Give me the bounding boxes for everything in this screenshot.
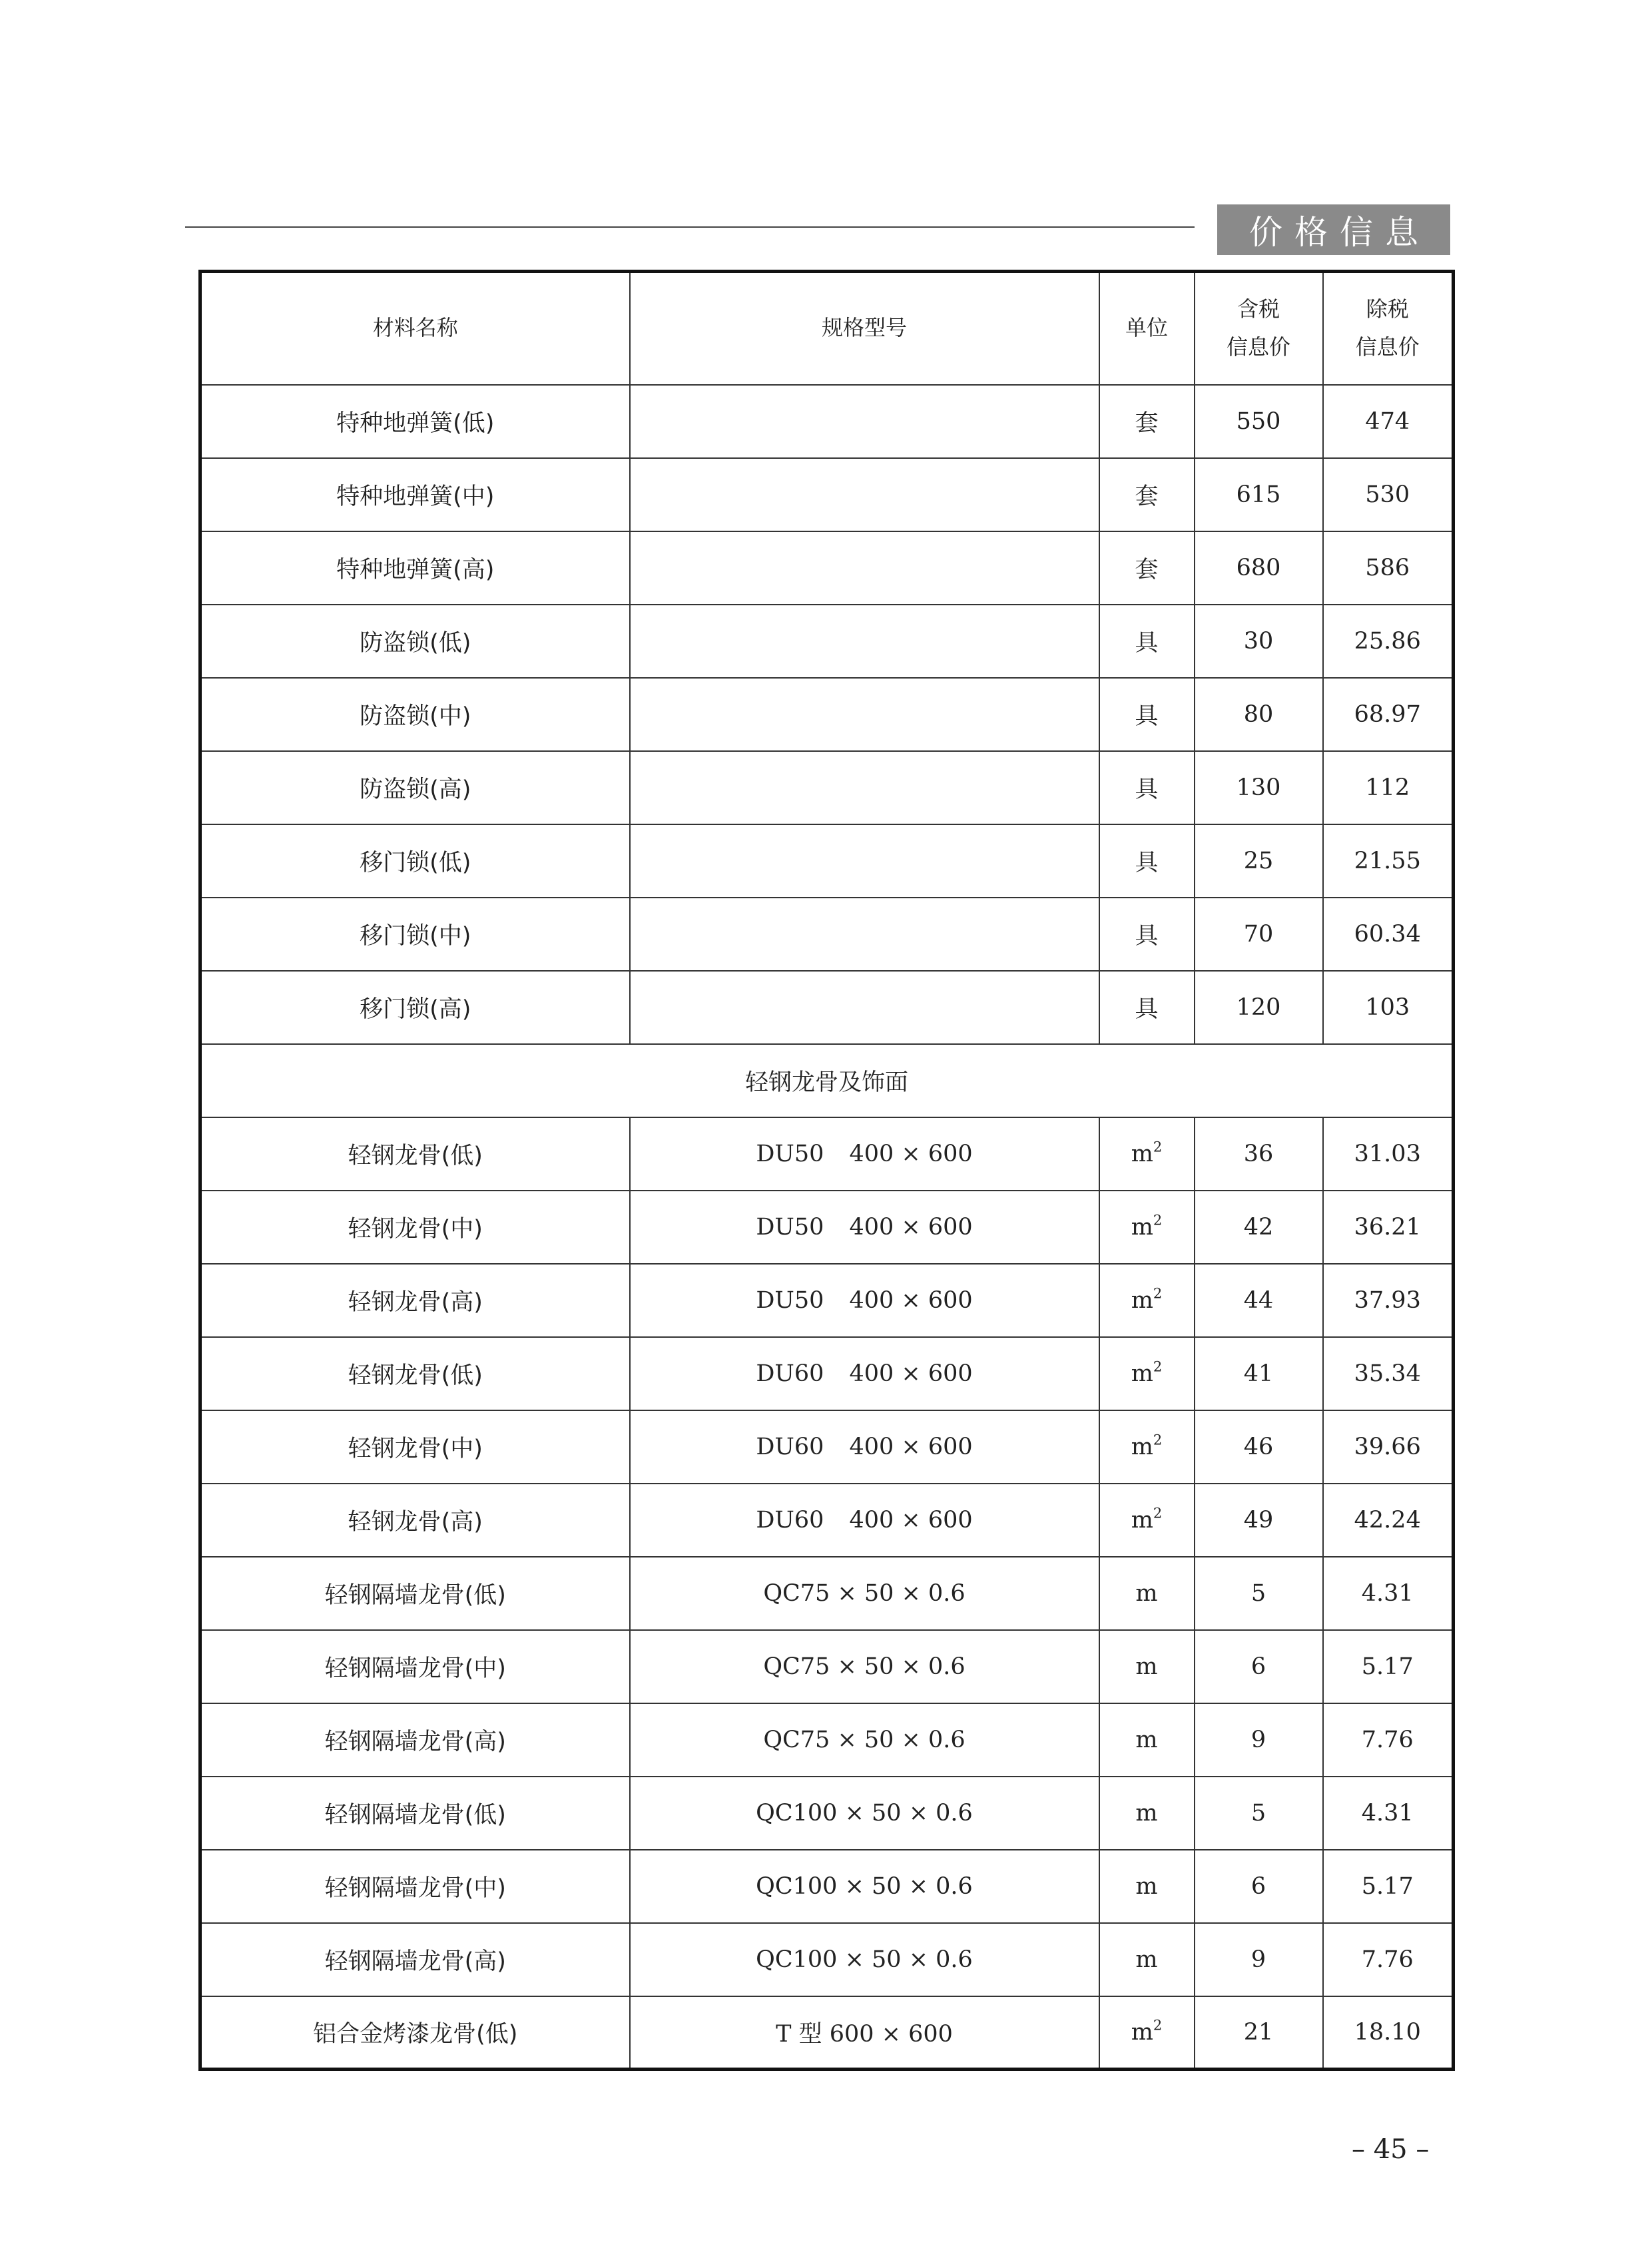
spec-cell: [630, 1117, 1099, 1191]
unit-superscript: 2: [1153, 2017, 1163, 2034]
tax-excluded-price: 586: [1323, 531, 1454, 605]
tax-excluded-price: 18.10: [1323, 1996, 1454, 2070]
tax-included-price: 36: [1195, 1117, 1323, 1191]
section-heading: 轻钢龙骨及饰面: [200, 1044, 1454, 1117]
tax-included-price: 21: [1195, 1996, 1323, 2070]
table-row: [200, 531, 1454, 605]
material-name: 轻钢龙骨(高): [200, 1484, 630, 1557]
unit-cell: 具: [1099, 898, 1195, 971]
tax-excluded-price: 7.76: [1323, 1923, 1454, 1996]
spec-model: DU50: [756, 1140, 824, 1167]
unit-base: m: [1131, 1213, 1153, 1241]
table-row: [200, 1191, 1454, 1264]
spec-cell: T 型 600 × 600: [630, 1996, 1099, 2070]
col-header-tax-included-line1: 含税: [1237, 296, 1280, 322]
spec-size: 400 × 600: [849, 1360, 973, 1387]
table-row: [200, 971, 1454, 1044]
material-name: 轻钢隔墙龙骨(高): [200, 1923, 630, 1996]
spec-cell: QC100 × 50 × 0.6: [630, 1777, 1099, 1850]
col-header-spec: 规格型号: [630, 272, 1099, 385]
spec-model: DU60: [756, 1360, 824, 1387]
spec-model: DU60: [756, 1433, 824, 1460]
table-row: [200, 605, 1454, 678]
table-row: [200, 1410, 1454, 1484]
col-header-unit: 单位: [1099, 272, 1195, 385]
material-name: 轻钢隔墙龙骨(低): [200, 1557, 630, 1630]
spec-cell: [630, 898, 1099, 971]
spec-cell: [630, 824, 1099, 898]
material-name: 轻钢隔墙龙骨(中): [200, 1850, 630, 1923]
material-name: 轻钢隔墙龙骨(中): [200, 1630, 630, 1703]
section-title-tab: 价格信息: [1217, 204, 1450, 255]
tax-included-price: 70: [1195, 898, 1323, 971]
tax-included-price: 120: [1195, 971, 1323, 1044]
tax-included-price: 80: [1195, 678, 1323, 751]
tax-included-price: 6: [1195, 1850, 1323, 1923]
unit-cell: [1099, 1264, 1195, 1337]
tax-excluded-price: 25.86: [1323, 605, 1454, 678]
tax-excluded-price: 31.03: [1323, 1117, 1454, 1191]
material-name: 特种地弹簧(高): [200, 531, 630, 605]
tax-excluded-price: 5.17: [1323, 1630, 1454, 1703]
unit-cell: 具: [1099, 605, 1195, 678]
table-row: [200, 751, 1454, 824]
table-row: [200, 1557, 1454, 1630]
table-row: [200, 1777, 1454, 1850]
tax-excluded-price: 39.66: [1323, 1410, 1454, 1484]
unit-cell: m: [1099, 1703, 1195, 1777]
table-row: [200, 898, 1454, 971]
unit-cell: [1099, 1410, 1195, 1484]
tax-included-price: 41: [1195, 1337, 1323, 1410]
material-name: 特种地弹簧(中): [200, 458, 630, 531]
header-rule: [185, 226, 1195, 228]
tax-included-price: 9: [1195, 1923, 1323, 1996]
tax-included-price: 615: [1195, 458, 1323, 531]
material-name: 轻钢龙骨(中): [200, 1191, 630, 1264]
spec-model: DU50: [756, 1213, 824, 1241]
unit-superscript: 2: [1153, 1211, 1163, 1228]
unit-base: m: [1131, 1506, 1153, 1534]
unit-cell: [1099, 1484, 1195, 1557]
spec-cell: [630, 605, 1099, 678]
material-name: 移门锁(高): [200, 971, 630, 1044]
unit-cell: m: [1099, 1777, 1195, 1850]
tax-included-price: 5: [1195, 1557, 1323, 1630]
tax-included-price: 46: [1195, 1410, 1323, 1484]
price-table: [198, 270, 1455, 2071]
material-name: 轻钢龙骨(高): [200, 1264, 630, 1337]
spec-cell: [630, 1484, 1099, 1557]
spec-size: 400 × 600: [849, 1213, 973, 1241]
spec-model: DU50: [756, 1286, 824, 1314]
spec-cell: [630, 531, 1099, 605]
tax-excluded-price: 21.55: [1323, 824, 1454, 898]
tax-excluded-price: 7.76: [1323, 1703, 1454, 1777]
tax-excluded-price: 4.31: [1323, 1777, 1454, 1850]
unit-cell: [1099, 1337, 1195, 1410]
section-heading-row: [200, 1044, 1454, 1117]
tax-included-price: 49: [1195, 1484, 1323, 1557]
tax-included-price: 44: [1195, 1264, 1323, 1337]
tax-excluded-price: 42.24: [1323, 1484, 1454, 1557]
unit-base: m: [1131, 1140, 1153, 1167]
material-name: 轻钢龙骨(中): [200, 1410, 630, 1484]
spec-size: 400 × 600: [849, 1433, 973, 1460]
table-row: [200, 1337, 1454, 1410]
unit-cell: 具: [1099, 751, 1195, 824]
material-name: 防盗锁(高): [200, 751, 630, 824]
unit-cell: 套: [1099, 458, 1195, 531]
spec-size: 400 × 600: [849, 1506, 973, 1534]
spec-model: DU60: [756, 1506, 824, 1534]
material-name: 轻钢龙骨(低): [200, 1337, 630, 1410]
material-name: 铝合金烤漆龙骨(低): [200, 1996, 630, 2070]
spec-cell: [630, 458, 1099, 531]
spec-cell: [630, 1337, 1099, 1410]
tax-excluded-price: 68.97: [1323, 678, 1454, 751]
unit-cell: 具: [1099, 824, 1195, 898]
col-header-tax-excluded-line2: 信息价: [1355, 334, 1420, 360]
unit-base: m: [1131, 1360, 1153, 1387]
tax-excluded-price: 474: [1323, 385, 1454, 458]
spec-cell: [630, 971, 1099, 1044]
table-row: [200, 1923, 1454, 1996]
tax-excluded-price: 60.34: [1323, 898, 1454, 971]
spec-cell: [630, 678, 1099, 751]
spec-cell: [630, 1410, 1099, 1484]
unit-cell: 套: [1099, 531, 1195, 605]
unit-cell: 具: [1099, 678, 1195, 751]
unit-cell: [1099, 1191, 1195, 1264]
spec-cell: [630, 385, 1099, 458]
spec-cell: [630, 751, 1099, 824]
spec-cell: QC75 × 50 × 0.6: [630, 1703, 1099, 1777]
table-row: [200, 1484, 1454, 1557]
spec-cell: [630, 1191, 1099, 1264]
spec-cell: QC75 × 50 × 0.6: [630, 1630, 1099, 1703]
unit-superscript: 2: [1153, 1138, 1163, 1155]
spec-size: 400 × 600: [849, 1140, 973, 1167]
spec-cell: QC100 × 50 × 0.6: [630, 1923, 1099, 1996]
tax-excluded-price: 103: [1323, 971, 1454, 1044]
tax-included-price: 130: [1195, 751, 1323, 824]
tax-excluded-price: 36.21: [1323, 1191, 1454, 1264]
spec-cell: QC100 × 50 × 0.6: [630, 1850, 1099, 1923]
table-row: [200, 1850, 1454, 1923]
material-name: 移门锁(低): [200, 824, 630, 898]
tax-excluded-price: 4.31: [1323, 1557, 1454, 1630]
unit-cell: 具: [1099, 971, 1195, 1044]
unit-base: m: [1131, 1286, 1153, 1314]
unit-cell: [1099, 1117, 1195, 1191]
tax-included-price: 25: [1195, 824, 1323, 898]
material-name: 特种地弹簧(低): [200, 385, 630, 458]
tax-included-price: 9: [1195, 1703, 1323, 1777]
unit-cell: 套: [1099, 385, 1195, 458]
unit-superscript: 2: [1153, 1504, 1163, 1521]
table-row: [200, 824, 1454, 898]
unit-base: m: [1131, 1433, 1153, 1460]
table-row: [200, 1703, 1454, 1777]
unit-cell: m: [1099, 1850, 1195, 1923]
unit-superscript: 2: [1153, 1284, 1163, 1301]
unit-cell: [1099, 1996, 1195, 2070]
spec-cell: [630, 1264, 1099, 1337]
material-name: 防盗锁(低): [200, 605, 630, 678]
table-row: [200, 458, 1454, 531]
tax-excluded-price: 112: [1323, 751, 1454, 824]
table-row: [200, 385, 1454, 458]
table-row: [200, 1264, 1454, 1337]
tax-excluded-price: 37.93: [1323, 1264, 1454, 1337]
material-name: 防盗锁(中): [200, 678, 630, 751]
unit-superscript: 2: [1153, 1358, 1163, 1374]
material-name: 轻钢龙骨(低): [200, 1117, 630, 1191]
tax-included-price: 42: [1195, 1191, 1323, 1264]
tax-included-price: 30: [1195, 605, 1323, 678]
col-header-tax-included-line2: 信息价: [1226, 334, 1290, 360]
page-number: – 45 –: [1352, 2134, 1430, 2165]
tax-excluded-price: 35.34: [1323, 1337, 1454, 1410]
material-name: 轻钢隔墙龙骨(高): [200, 1703, 630, 1777]
unit-cell: m: [1099, 1630, 1195, 1703]
spec-cell: QC75 × 50 × 0.6: [630, 1557, 1099, 1630]
col-header-tax-included: [1195, 272, 1323, 385]
tax-included-price: 550: [1195, 385, 1323, 458]
material-name: 移门锁(中): [200, 898, 630, 971]
col-header-name: 材料名称: [200, 272, 630, 385]
table-row: [200, 1117, 1454, 1191]
unit-cell: m: [1099, 1557, 1195, 1630]
table-row: [200, 1996, 1454, 2070]
tax-included-price: 680: [1195, 531, 1323, 605]
unit-superscript: 2: [1153, 1431, 1163, 1448]
unit-cell: m: [1099, 1923, 1195, 1996]
col-header-tax-excluded-line1: 除税: [1366, 296, 1409, 322]
tax-excluded-price: 5.17: [1323, 1850, 1454, 1923]
material-name: 轻钢隔墙龙骨(低): [200, 1777, 630, 1850]
tax-excluded-price: 530: [1323, 458, 1454, 531]
table-header-row: [200, 272, 1454, 385]
table-row: [200, 1630, 1454, 1703]
spec-size: 400 × 600: [849, 1286, 973, 1314]
tax-included-price: 6: [1195, 1630, 1323, 1703]
unit-base: m: [1131, 2018, 1153, 2046]
tax-included-price: 5: [1195, 1777, 1323, 1850]
table-row: [200, 678, 1454, 751]
col-header-tax-excluded: [1323, 272, 1454, 385]
